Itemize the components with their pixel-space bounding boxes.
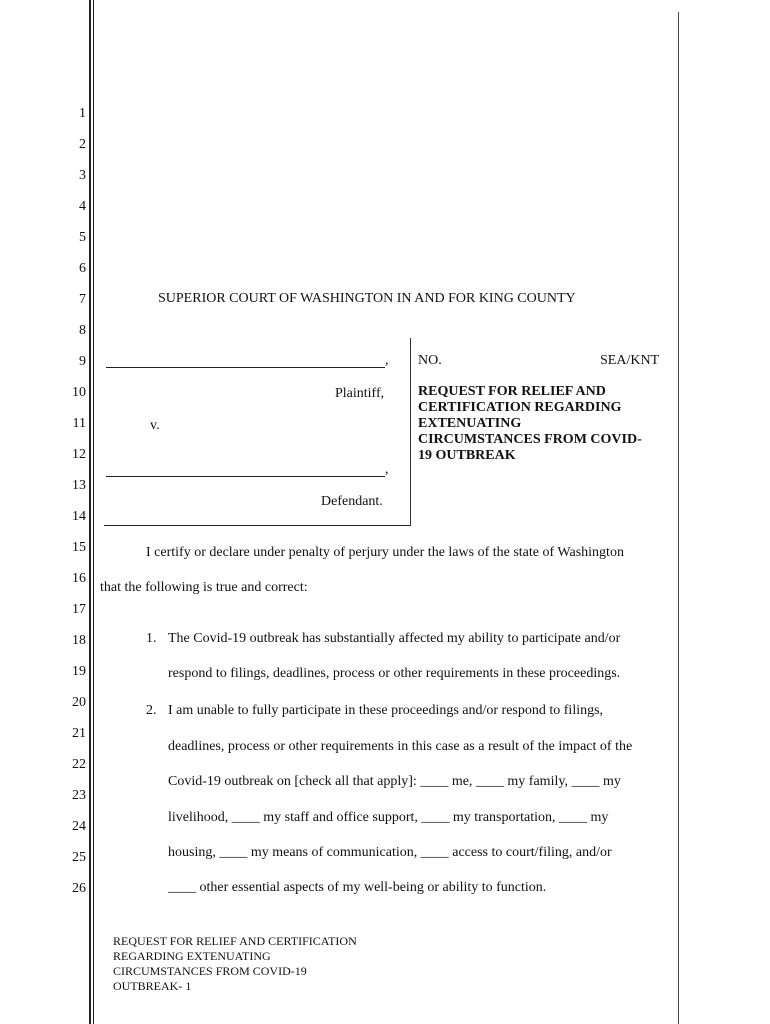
- item-2-line-3: Covid-19 outbreak on [check all that apply]: ____ me, ____ my family, ____ my: [168, 774, 621, 789]
- versus-label: v.: [150, 418, 160, 433]
- line-number: 9: [79, 354, 86, 369]
- line-number: 22: [72, 757, 86, 772]
- item-2-line-6: ____ other essential aspects of my well-being or ability to function.: [168, 880, 547, 895]
- line-number: 1: [79, 106, 86, 121]
- defendant-label: Defendant.: [321, 494, 383, 509]
- item-2-line-5: housing, ____ my means of communication, ____ access to court/filing, and/or: [168, 845, 612, 860]
- line-number: 21: [72, 726, 86, 741]
- line-number: 5: [79, 230, 86, 245]
- caption-bottom-rule: [104, 525, 411, 526]
- court-title: SUPERIOR COURT OF WASHINGTON IN AND FOR KING COUNTY: [158, 291, 576, 306]
- document-title: [418, 384, 678, 464]
- item-2-number: 2.: [146, 703, 157, 718]
- certification-line-1: I certify or declare under penalty of perjury under the laws of the state of Washington: [146, 545, 624, 560]
- footer-line: REQUEST FOR RELIEF AND CERTIFICATION: [113, 934, 357, 948]
- left-margin-rule-inner: [93, 0, 94, 1024]
- caption-divider: [410, 338, 411, 526]
- footer-line: OUTBREAK- 1: [113, 979, 192, 993]
- document-title-line: CIRCUMSTANCES FROM COVID-: [418, 432, 642, 447]
- line-number: 8: [79, 323, 86, 338]
- line-number: 20: [72, 695, 86, 710]
- item-2-line-1: I am unable to fully participate in these proceedings and/or respond to filings,: [168, 703, 604, 718]
- item-2-line-4: livelihood, ____ my staff and office support, ____ my transportation, ____ my: [168, 810, 609, 825]
- item-1-line-2: respond to filings, deadlines, process or other requirements in these proceedings.: [168, 666, 621, 681]
- page-footer: [113, 934, 357, 994]
- item-1-line-1: The Covid-19 outbreak has substantially affected my ability to participate and/or: [168, 631, 621, 646]
- line-number: 7: [79, 292, 86, 307]
- line-number: 11: [72, 416, 86, 431]
- line-number: 2: [79, 137, 86, 152]
- document-title-line: EXTENUATING: [418, 416, 522, 431]
- line-number: 3: [79, 168, 86, 183]
- line-number: 25: [72, 850, 86, 865]
- line-number: 19: [72, 664, 86, 679]
- line-number: 18: [72, 633, 86, 648]
- footer-line: CIRCUMSTANCES FROM COVID-19: [113, 964, 307, 978]
- document-title-line: REQUEST FOR RELIEF AND: [418, 384, 606, 399]
- item-1-number: 1.: [146, 631, 157, 646]
- line-number: 14: [72, 509, 86, 524]
- line-number: 26: [72, 881, 86, 896]
- certification-line-2: that the following is true and correct:: [100, 580, 308, 595]
- plaintiff-name-blank[interactable]: [106, 367, 385, 368]
- line-number: 10: [72, 385, 86, 400]
- line-number: 24: [72, 819, 86, 834]
- line-number: 16: [72, 571, 86, 586]
- plaintiff-label: Plaintiff,: [335, 386, 385, 401]
- right-margin-rule: [678, 12, 679, 1024]
- document-title-line: 19 OUTBREAK: [418, 448, 516, 463]
- defendant-name-blank[interactable]: [106, 476, 385, 477]
- line-number: 15: [72, 540, 86, 555]
- document-title-line: CERTIFICATION REGARDING: [418, 400, 622, 415]
- left-margin-rule: [89, 0, 91, 1024]
- plaintiff-comma: ,: [385, 353, 389, 368]
- line-number: 4: [79, 199, 86, 214]
- case-number-label: NO.: [418, 353, 442, 368]
- line-number: 12: [72, 447, 86, 462]
- case-location: SEA/KNT: [600, 353, 660, 368]
- line-number: 6: [79, 261, 86, 276]
- item-2-line-2: deadlines, process or other requirements in this case as a result of the impact of the: [168, 739, 633, 754]
- footer-line: REGARDING EXTENUATING: [113, 949, 271, 963]
- defendant-comma: ,: [385, 462, 389, 477]
- line-number: 13: [72, 478, 86, 493]
- line-number: 23: [72, 788, 86, 803]
- line-number: 17: [72, 602, 86, 617]
